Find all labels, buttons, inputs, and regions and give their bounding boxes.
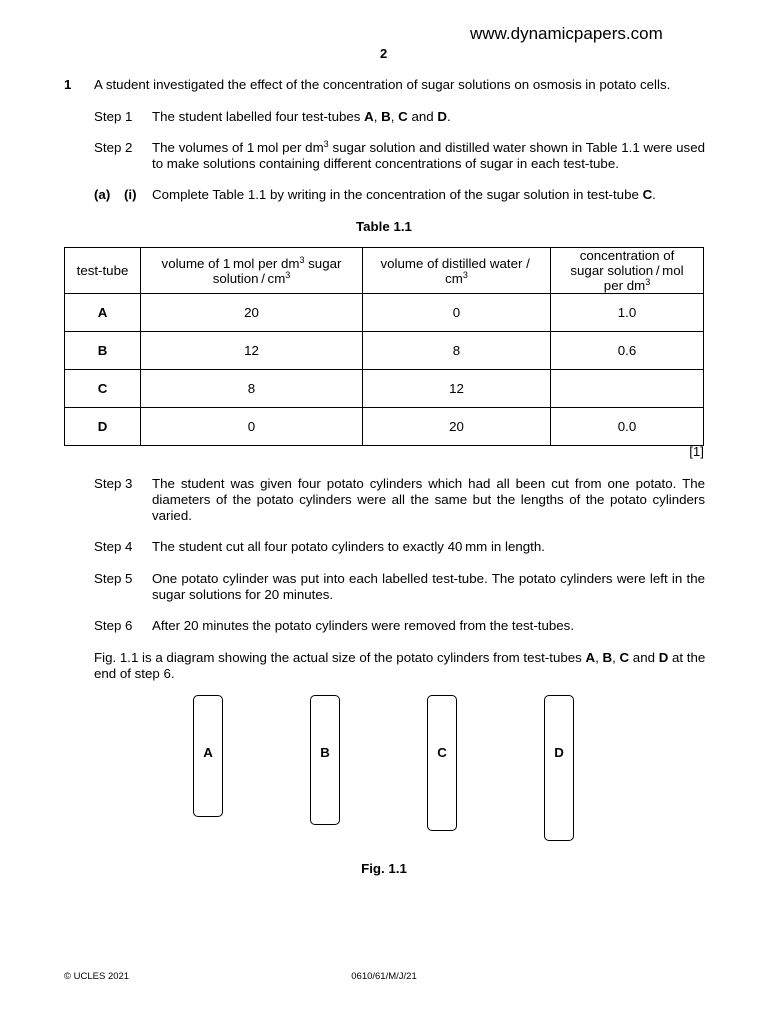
potato-cylinder-b	[310, 695, 340, 825]
cell-sugar: 0	[141, 408, 363, 446]
potato-cylinder-d	[544, 695, 574, 841]
table-caption: Table 1.1	[356, 219, 412, 234]
page-number: 2	[380, 46, 388, 61]
step3-label: Step 3	[94, 476, 133, 491]
cell-water: 12	[363, 370, 551, 408]
cell-concentration: 0.0	[551, 408, 704, 446]
website-url: www.dynamicpapers.com	[470, 24, 663, 43]
results-table	[64, 247, 704, 446]
table-header-row	[65, 248, 704, 294]
table-row	[65, 370, 704, 408]
potato-cylinder-c	[427, 695, 457, 831]
question-number: 1	[64, 77, 72, 92]
question-intro: A student investigated the effect of the concentration of sugar solutions on osmosis in potato cells.	[94, 77, 671, 92]
table-row	[65, 332, 704, 370]
step6-label: Step 6	[94, 618, 133, 633]
step1-label: Step 1	[94, 109, 133, 124]
header-test-tube: test-tube	[65, 248, 141, 294]
answer-cell-concentration[interactable]	[551, 370, 704, 408]
part-a-i-label: (i)	[124, 187, 137, 202]
cell-water: 0	[363, 294, 551, 332]
table-row	[65, 294, 704, 332]
cell-sugar: 20	[141, 294, 363, 332]
part-a-i-text: Complete Table 1.1 by writing in the concentration of the sugar solution in test-tube C.	[152, 187, 656, 202]
step1-text: The student labelled four test-tubes A, B, C and D.	[152, 109, 451, 124]
step3-text: The student was given four potato cylinders which had all been cut from one potato. The diameters of the potato cylinders were all the same but the lengths of the potato cylinders varied.	[152, 476, 705, 523]
step2-label: Step 2	[94, 140, 133, 155]
figure-intro: Fig. 1.1 is a diagram showing the actual size of the potato cylinders from test-tubes A, B, C and D at the end of step 6.	[94, 650, 706, 681]
cylinder-label: B	[320, 745, 330, 760]
step4-label: Step 4	[94, 539, 133, 554]
step5-text: One potato cylinder was put into each labelled test-tube. The potato cylinders were left in the sugar solutions for 20 minutes.	[152, 571, 705, 602]
figure-caption: Fig. 1.1	[361, 861, 407, 876]
marks-label: [1]	[689, 444, 704, 459]
step2-text: The volumes of 1 mol per $dm^3$ sugar solution and distilled water shown in Table 1.1 were used to make solutions containing different concentrations of sugar in each test-tube.	[152, 139, 705, 171]
cylinder-label: A	[203, 745, 213, 760]
footer-paper-code: 0610/61/M/J/21	[351, 971, 417, 982]
potato-cylinder-a	[193, 695, 223, 817]
header-concentration: concentration of sugar solution / mol per $dm^3$	[551, 248, 704, 294]
footer-copyright: © UCLES 2021	[64, 971, 130, 982]
cell-tube: B	[65, 332, 141, 370]
step6-text: After 20 minutes the potato cylinders were removed from the test-tubes.	[152, 618, 575, 633]
cell-water: 20	[363, 408, 551, 446]
cell-concentration: 1.0	[551, 294, 704, 332]
part-a-label: (a)	[94, 187, 111, 202]
cylinder-label: D	[554, 745, 564, 760]
cell-tube: A	[65, 294, 141, 332]
cell-concentration: 0.6	[551, 332, 704, 370]
cell-sugar: 12	[141, 332, 363, 370]
step4-text: The student cut all four potato cylinders to exactly 40 mm in length.	[152, 539, 545, 554]
cylinder-label: C	[437, 745, 447, 760]
cell-water: 8	[363, 332, 551, 370]
header-sugar-volume: volume of 1 mol per $dm^3$ sugar solution / $cm^3$	[141, 248, 363, 294]
table-row	[65, 408, 704, 446]
cell-tube: C	[65, 370, 141, 408]
cell-tube: D	[65, 408, 141, 446]
cell-sugar: 8	[141, 370, 363, 408]
header-water-volume: volume of distilled water / $cm^3$	[363, 248, 551, 294]
step5-label: Step 5	[94, 571, 133, 586]
